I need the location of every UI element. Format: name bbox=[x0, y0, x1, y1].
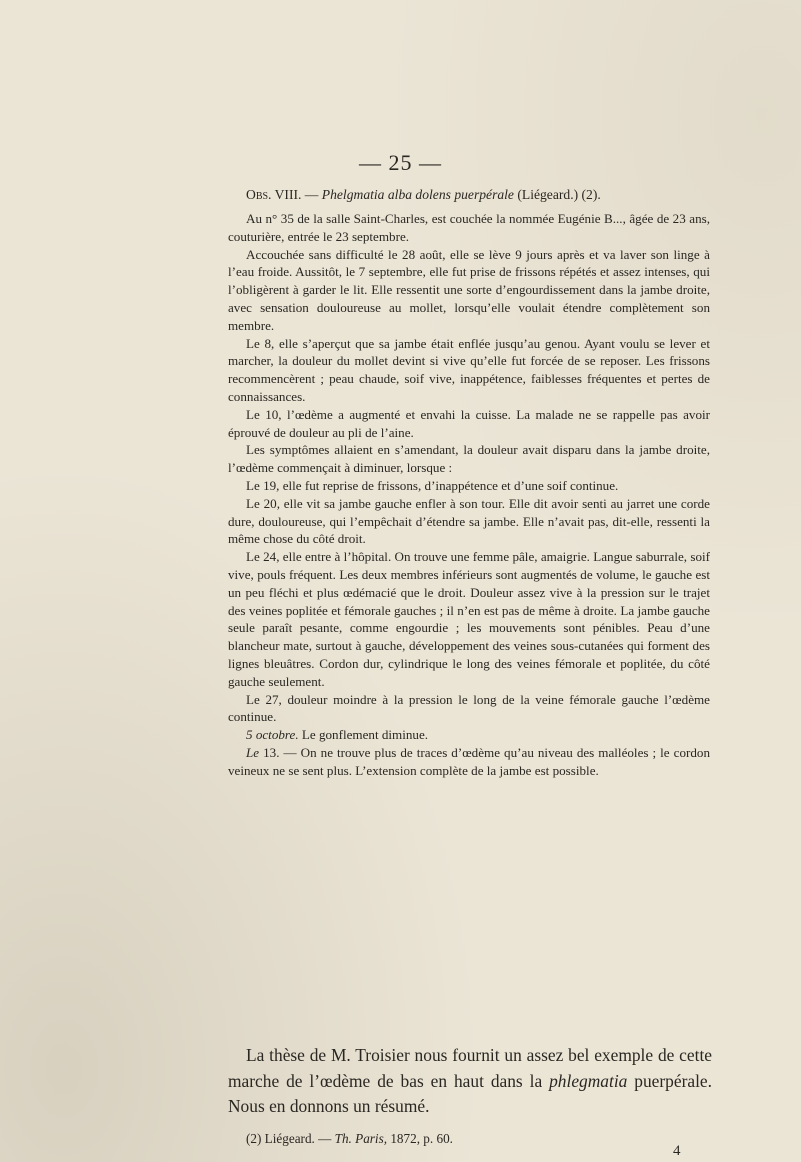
conclusion-italic: phlegmatia bbox=[549, 1070, 628, 1091]
date-prefix: Le bbox=[246, 744, 260, 760]
paragraph: Le 20, elle vit sa jambe gauche enfler à son tour. Elle dit avoir senti au jarret une corde dure, douloureuse, qui l’empêchait d’étendre sa jambe. Elle n’avait pas, dit-elle, ressenti la même chose du côté droit. bbox=[228, 495, 710, 547]
paragraph-13 bbox=[228, 744, 710, 780]
footnote bbox=[246, 1131, 453, 1147]
paragraph-text: 13. — On ne trouve plus de traces d’œdème qu’au niveau des malléoles ; le cordon veineux ne se sent plus. L’extension complète de la jambe est possible. bbox=[228, 744, 710, 778]
observation-label: Obs. VIII. bbox=[246, 187, 302, 202]
date-label: 5 octobre. bbox=[246, 727, 299, 743]
page-number: — 25 — bbox=[359, 150, 442, 175]
observation-source: (Liégeard.) (2). bbox=[513, 187, 601, 202]
footnote-italic: Th. Paris, bbox=[334, 1131, 388, 1146]
observation-text bbox=[228, 184, 710, 780]
paragraph: Le 10, l’œdème a augmenté et envahi la cuisse. La malade ne se rappelle pas avoir éprouvé de douleur au pli de l’aine. bbox=[228, 406, 710, 440]
signature-mark: 4 bbox=[673, 1143, 681, 1159]
paragraph: Les symptômes allaient en s’amendant, la douleur avait disparu dans la jambe droite, l’œdème commençait à diminuer, lorsque : bbox=[228, 442, 710, 476]
footnote-suffix: 1872, p. 60. bbox=[387, 1131, 453, 1146]
footnote-prefix: (2) Liégeard. — bbox=[246, 1131, 335, 1146]
paragraph: Le 8, elle s’aperçut que sa jambe était enflée jusqu’au genou. Ayant voulu se lever et marcher, la douleur du mollet devint si vive qu’elle fut forcée de se reposer. Les frissons recommencèrent ; peau chaude, soif vive, inappétence, faiblesses fréquentes et pertes de connaissances. bbox=[228, 335, 710, 404]
paragraph: Le 27, douleur moindre à la pression le long de la veine fémorale gauche l’œdème continue. bbox=[228, 691, 710, 725]
observation-disease: Phelgmatia alba dolens puerpérale bbox=[321, 187, 514, 202]
conclusion-before: La thèse de M. Troisier nous fournit un assez bel exemple de cette marche de l’œdème de bas en haut dans la bbox=[228, 1045, 712, 1091]
paragraph: Le 19, elle fut reprise de frissons, d’inappétence et d’une soif continue. bbox=[246, 477, 619, 493]
observation-heading bbox=[228, 184, 710, 206]
paragraph: Le 24, elle entre à l’hôpital. On trouve une femme pâle, amaigrie. Langue saburrale, soif vive, pouls fréquent. Les deux membres inférieurs sont augmentés de volume, le gauche est un peu fléchi et plus œdémacié que le droit. Douleur assez vive à la pression sur le trajet des veines poplitée et fémorale gauches ; il n’en est pas de même à droite. La jambe gauche seule paraît pesante, comme engourdie ; les mouvements sont pénibles. Peau d’une blancheur mate, surtout à gauche, développement des veines sous-cutanées qui forment des lignes bleuâtres. Cordon dur, cylindrique le long des veines fémorale et poplitée, du côté gauche seulement. bbox=[228, 549, 710, 689]
paragraph: Au n° 35 de la salle Saint-Charles, est couchée la nommée Eugénie B..., âgée de 23 ans, couturière, entrée le 23 septembre. bbox=[228, 211, 710, 244]
conclusion-after: puerpérale. Nous en donnons un résumé. bbox=[228, 1070, 713, 1116]
conclusion-paragraph bbox=[228, 1043, 712, 1120]
paragraph: Accouchée sans difficulté le 28 août, elle se lève 9 jours après et va laver son linge à l’eau froide. Aussitôt, le 7 septembre, elle fut prise de frissons répétés et assez intenses, qui l’obligèrent à garder le lit. Elle ressentit une sorte d’engourdissement dans la jambe droite, avec sensation douloureuse au mollet, lorsqu’elle voulait étendre complètement son membre. bbox=[228, 246, 710, 333]
paragraph-text: Le gonflement diminue. bbox=[298, 727, 429, 743]
observation-dash: — bbox=[301, 187, 322, 202]
paragraph-oct5 bbox=[228, 726, 710, 744]
